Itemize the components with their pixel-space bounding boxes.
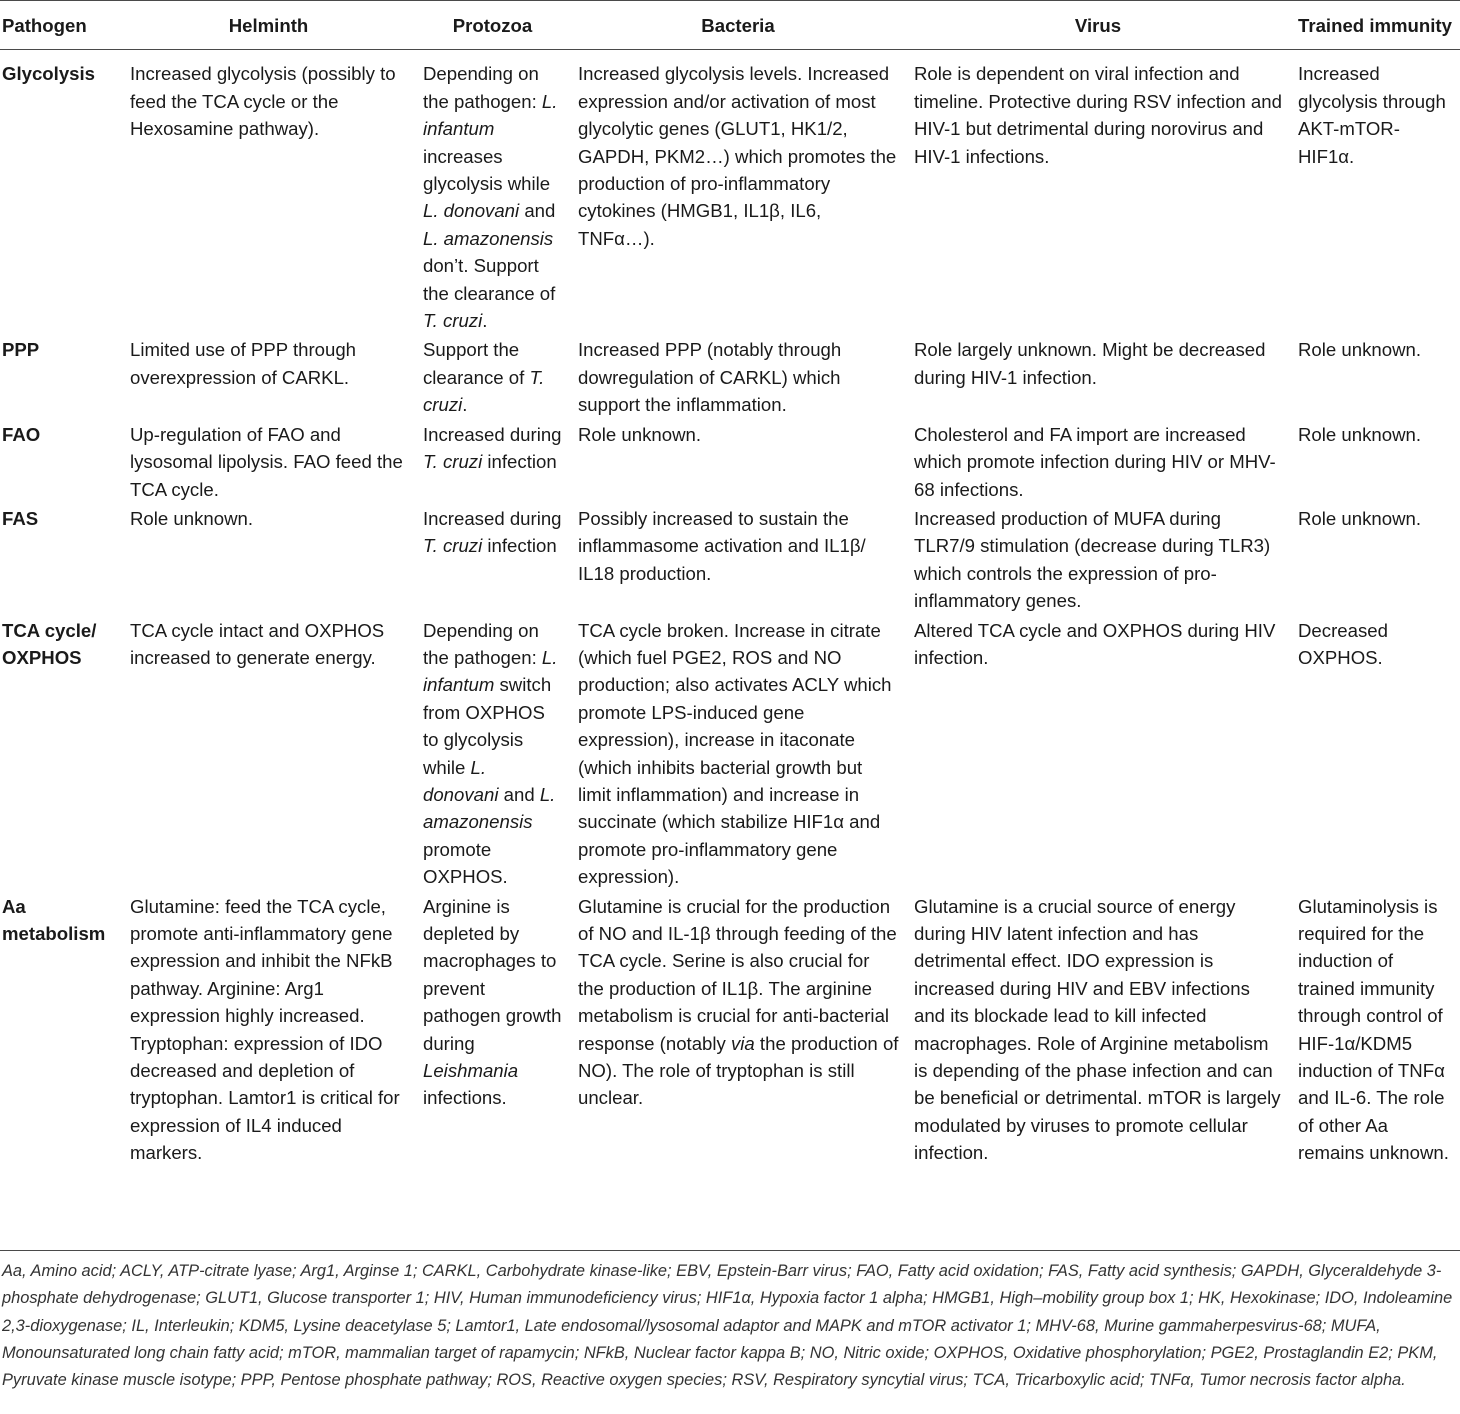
text-segment: Glutamine is a crucial source of energy during HIV latent infection and has detrimental effect. IDO expression is increased during HIV and EBV infections and its blockade lead to kill infected macrophages. Role of Arginine metabolism is depending of the phase infection and can be beneficial or detrimental. mTOR is largely modulated by viruses to promote cellular infection.	[914, 895, 1281, 1164]
text-segment: Arginine is depleted by macrophages to prevent pathogen growth during	[423, 895, 562, 1054]
cell-glycolysis-helminth	[122, 50, 415, 335]
cell-ppp-bacteria	[570, 334, 906, 418]
italic-text-segment: Leishmania	[423, 1060, 519, 1082]
text-segment: Up-regulation of FAO and lysosomal lipolysis. FAO feed the TCA cycle.	[130, 423, 403, 500]
italic-text-segment: via	[730, 1032, 755, 1054]
cell-aa-metabolism-virus	[906, 891, 1290, 1167]
cell-fao-virus	[906, 419, 1290, 503]
table-row	[0, 334, 1460, 418]
cell-fao-protozoa	[415, 419, 570, 503]
text-segment: increases glycolysis while	[423, 145, 551, 195]
text-segment: Role unknown.	[1298, 339, 1422, 361]
header-bacteria: Bacteria	[701, 15, 775, 36]
text-segment: Support the clearance of	[423, 339, 530, 388]
text-segment: and	[498, 783, 540, 805]
cell-fao-bacteria	[570, 419, 906, 503]
row-label-aa-metabolism: Aa metabolism	[2, 895, 106, 944]
cell-tca-oxphos-trained-immunity	[1290, 615, 1460, 891]
italic-text-segment: T. cruzi	[423, 310, 483, 332]
text-segment: the production of NO). The role of tryptophan is still unclear.	[578, 1032, 899, 1109]
text-segment: Limited use of PPP through overexpression of CARKL.	[130, 339, 357, 388]
text-segment: Possibly increased to sustain the inflammasome activation and IL1β/ IL18 production.	[578, 507, 866, 584]
italic-text-segment: L. amazonensis	[423, 783, 556, 833]
text-segment: Role unknown.	[1298, 507, 1422, 529]
text-segment: don’t. Support the clearance of	[423, 255, 556, 304]
cell-fas-helminth	[122, 503, 415, 615]
cell-ppp-protozoa	[415, 334, 570, 418]
cell-aa-metabolism-trained-immunity	[1290, 891, 1460, 1167]
text-segment: infection	[482, 535, 557, 557]
table-row	[0, 50, 1460, 335]
text-segment: Altered TCA cycle and OXPHOS during HIV infection.	[914, 619, 1276, 668]
text-segment: infections.	[423, 1087, 507, 1109]
italic-text-segment: L. infantum	[423, 646, 558, 696]
cell-fas-trained-immunity	[1290, 503, 1460, 615]
text-segment: Increased PPP (notably through dowregulation of CARKL) which support the inflammation.	[578, 339, 842, 416]
italic-text-segment: L. donovani	[423, 200, 520, 222]
header-pathogen: Pathogen	[2, 15, 87, 36]
italic-text-segment: T. cruzi	[423, 366, 545, 416]
cell-ppp-virus	[906, 334, 1290, 418]
cell-tca-oxphos-protozoa	[415, 615, 570, 891]
header-trained-immunity: Trained immunity	[1298, 15, 1452, 36]
cell-glycolysis-virus	[906, 50, 1290, 335]
text-segment: Increased glycolysis levels. Increased expression and/or activation of most glycolytic genes (GLUT1, HK1/2, GAPDH, PKM2…) which promotes the production of pro-inflammatory cytokines (HMGB1, IL1β, IL6, TNFα…).	[578, 63, 897, 249]
text-segment: Glutamine is crucial for the production of NO and IL-1β through feeding of the TCA cycle. Serine is also crucial for the production of IL1β. The arginine metabolism is crucial for anti-bacterial response (notably	[578, 895, 897, 1054]
italic-text-segment: T. cruzi	[423, 535, 483, 557]
text-segment: and	[519, 200, 556, 222]
row-label-fao: FAO	[2, 423, 41, 445]
text-segment: switch from OXPHOS to glycolysis while	[423, 674, 552, 778]
row-label-fas: FAS	[2, 507, 39, 529]
text-segment: Increased glycolysis through AKT-mTOR-HIF1α.	[1298, 63, 1446, 167]
cell-fas-bacteria	[570, 503, 906, 615]
cell-fao-helminth	[122, 419, 415, 503]
text-segment: Glutaminolysis is required for the induction of trained immunity through control of HIF-1α/KDM5 induction of TNFα and IL-6. The role of other Aa remains unknown.	[1298, 895, 1449, 1164]
cell-fas-protozoa	[415, 503, 570, 615]
cell-ppp-trained-immunity	[1290, 334, 1460, 418]
italic-text-segment: L. donovani	[423, 756, 499, 805]
text-segment: infection	[482, 451, 557, 473]
text-segment: promote OXPHOS.	[423, 838, 508, 888]
text-segment: Glutamine: feed the TCA cycle, promote anti-inflammatory gene expression and inhibit the NFkB pathway. Arginine: Arg1 expression highly increased. Tryptophan: expression of IDO decreased and depletion of tryptophan. Lamtor1 is critical for expression of IL4 induced markers.	[130, 895, 400, 1164]
text-segment: Role largely unknown. Might be decreased during HIV-1 infection.	[914, 339, 1266, 388]
text-segment: Role is dependent on viral infection and timeline. Protective during RSV infection and HIV-1 but detrimental during norovirus and HIV-1 infections.	[914, 63, 1282, 167]
text-segment: Cholesterol and FA import are increased which promote infection during HIV or MHV-68 infections.	[914, 423, 1276, 500]
cell-tca-oxphos-bacteria	[570, 615, 906, 891]
text-segment: Increased during	[423, 423, 562, 445]
table-row	[0, 419, 1460, 503]
header-helminth: Helminth	[228, 15, 309, 36]
header-virus: Virus	[1074, 15, 1122, 36]
table-bottom-rule	[0, 1250, 1460, 1251]
cell-aa-metabolism-protozoa	[415, 891, 570, 1167]
text-segment: Increased production of MUFA during TLR7/9 stimulation (decrease during TLR3) which controls the expression of pro-inflammatory genes.	[914, 507, 1271, 612]
text-segment: .	[482, 310, 488, 332]
text-segment: Depending on the pathogen:	[423, 619, 542, 668]
cell-fas-virus	[906, 503, 1290, 615]
table-row	[0, 615, 1460, 891]
cell-glycolysis-protozoa	[415, 50, 570, 335]
italic-text-segment: L. infantum	[423, 90, 558, 140]
cell-glycolysis-trained-immunity	[1290, 50, 1460, 335]
text-segment: Role unknown.	[1298, 423, 1422, 445]
cell-tca-oxphos-virus	[906, 615, 1290, 891]
table-body	[0, 50, 1460, 1167]
cell-fao-trained-immunity	[1290, 419, 1460, 503]
text-segment: Decreased OXPHOS.	[1298, 619, 1388, 668]
row-label-tca-oxphos: TCA cycle/ OXPHOS	[2, 619, 97, 668]
cell-tca-oxphos-helminth	[122, 615, 415, 891]
row-label-glycolysis: Glycolysis	[2, 63, 96, 85]
italic-text-segment: L. amazonensis	[423, 227, 554, 249]
text-segment: TCA cycle broken. Increase in citrate (which fuel PGE2, ROS and NO production; also activates ACLY which promote LPS-induced gene expression), increase in itaconate (which inhibits bacterial growth but limit inflammation) and increase in succinate (which stabilize HIF1α and promote pro-inflammatory gene expression).	[578, 619, 892, 888]
cell-aa-metabolism-helminth	[122, 891, 415, 1167]
row-label-ppp: PPP	[2, 339, 40, 361]
table-row	[0, 891, 1460, 1167]
table-footnote: Aa, Amino acid; ACLY, ATP-citrate lyase; Arg1, Arginse 1; CARKL, Carbohydrate kinase-like; EBV, Epstein-Barr virus; FAO, Fatty acid oxidation; FAS, Fatty acid synthesis; GAPDH, Glyceraldehyde 3-phosphate dehydrogenase; GLUT1, Glucose transporter 1; HIV, Human immunodeficiency virus; HIF1α, Hypoxia factor 1 alpha; HMGB1, High–mobility group box 1; HK, Hexokinase; IDO, Indoleamine 2,3-dioxygenase; IL, Interleukin; KDM5, Lysine deacetylase 5; Lamtor1, Late endosomal/lysosomal adaptor and MAPK and mTOR activator 1; MHV-68, Murine gammaherpesvirus-68; MUFA, Monounsaturated long chain fatty acid; mTOR, mammalian target of rapamycin; NFkB, Nuclear factor kappa B; NO, Nitric oxide; OXPHOS, Oxidative phosphorylation; PGE2, Prostaglandin E2; PKM, Pyruvate kinase muscle isotype; PPP, Pentose phosphate pathway; ROS, Reactive oxygen species; RSV, Respiratory syncytial virus; TCA, Tricarboxylic acid; TNFα, Tumor necrosis factor alpha.	[2, 1262, 1453, 1390]
text-segment: Role unknown.	[578, 423, 702, 445]
table-row	[0, 503, 1460, 615]
text-segment: Increased during	[423, 507, 562, 529]
header-protozoa: Protozoa	[452, 15, 533, 36]
italic-text-segment: T. cruzi	[423, 451, 483, 473]
text-segment: TCA cycle intact and OXPHOS increased to generate energy.	[130, 619, 385, 668]
text-segment: .	[462, 394, 468, 416]
cell-aa-metabolism-bacteria	[570, 891, 906, 1167]
cell-ppp-helminth	[122, 334, 415, 418]
table-header-row	[0, 0, 1460, 50]
text-segment: Depending on the pathogen:	[423, 63, 542, 112]
cell-glycolysis-bacteria	[570, 50, 906, 335]
text-segment: Role unknown.	[130, 507, 254, 529]
text-segment: Increased glycolysis (possibly to feed the TCA cycle or the Hexosamine pathway).	[130, 63, 396, 140]
